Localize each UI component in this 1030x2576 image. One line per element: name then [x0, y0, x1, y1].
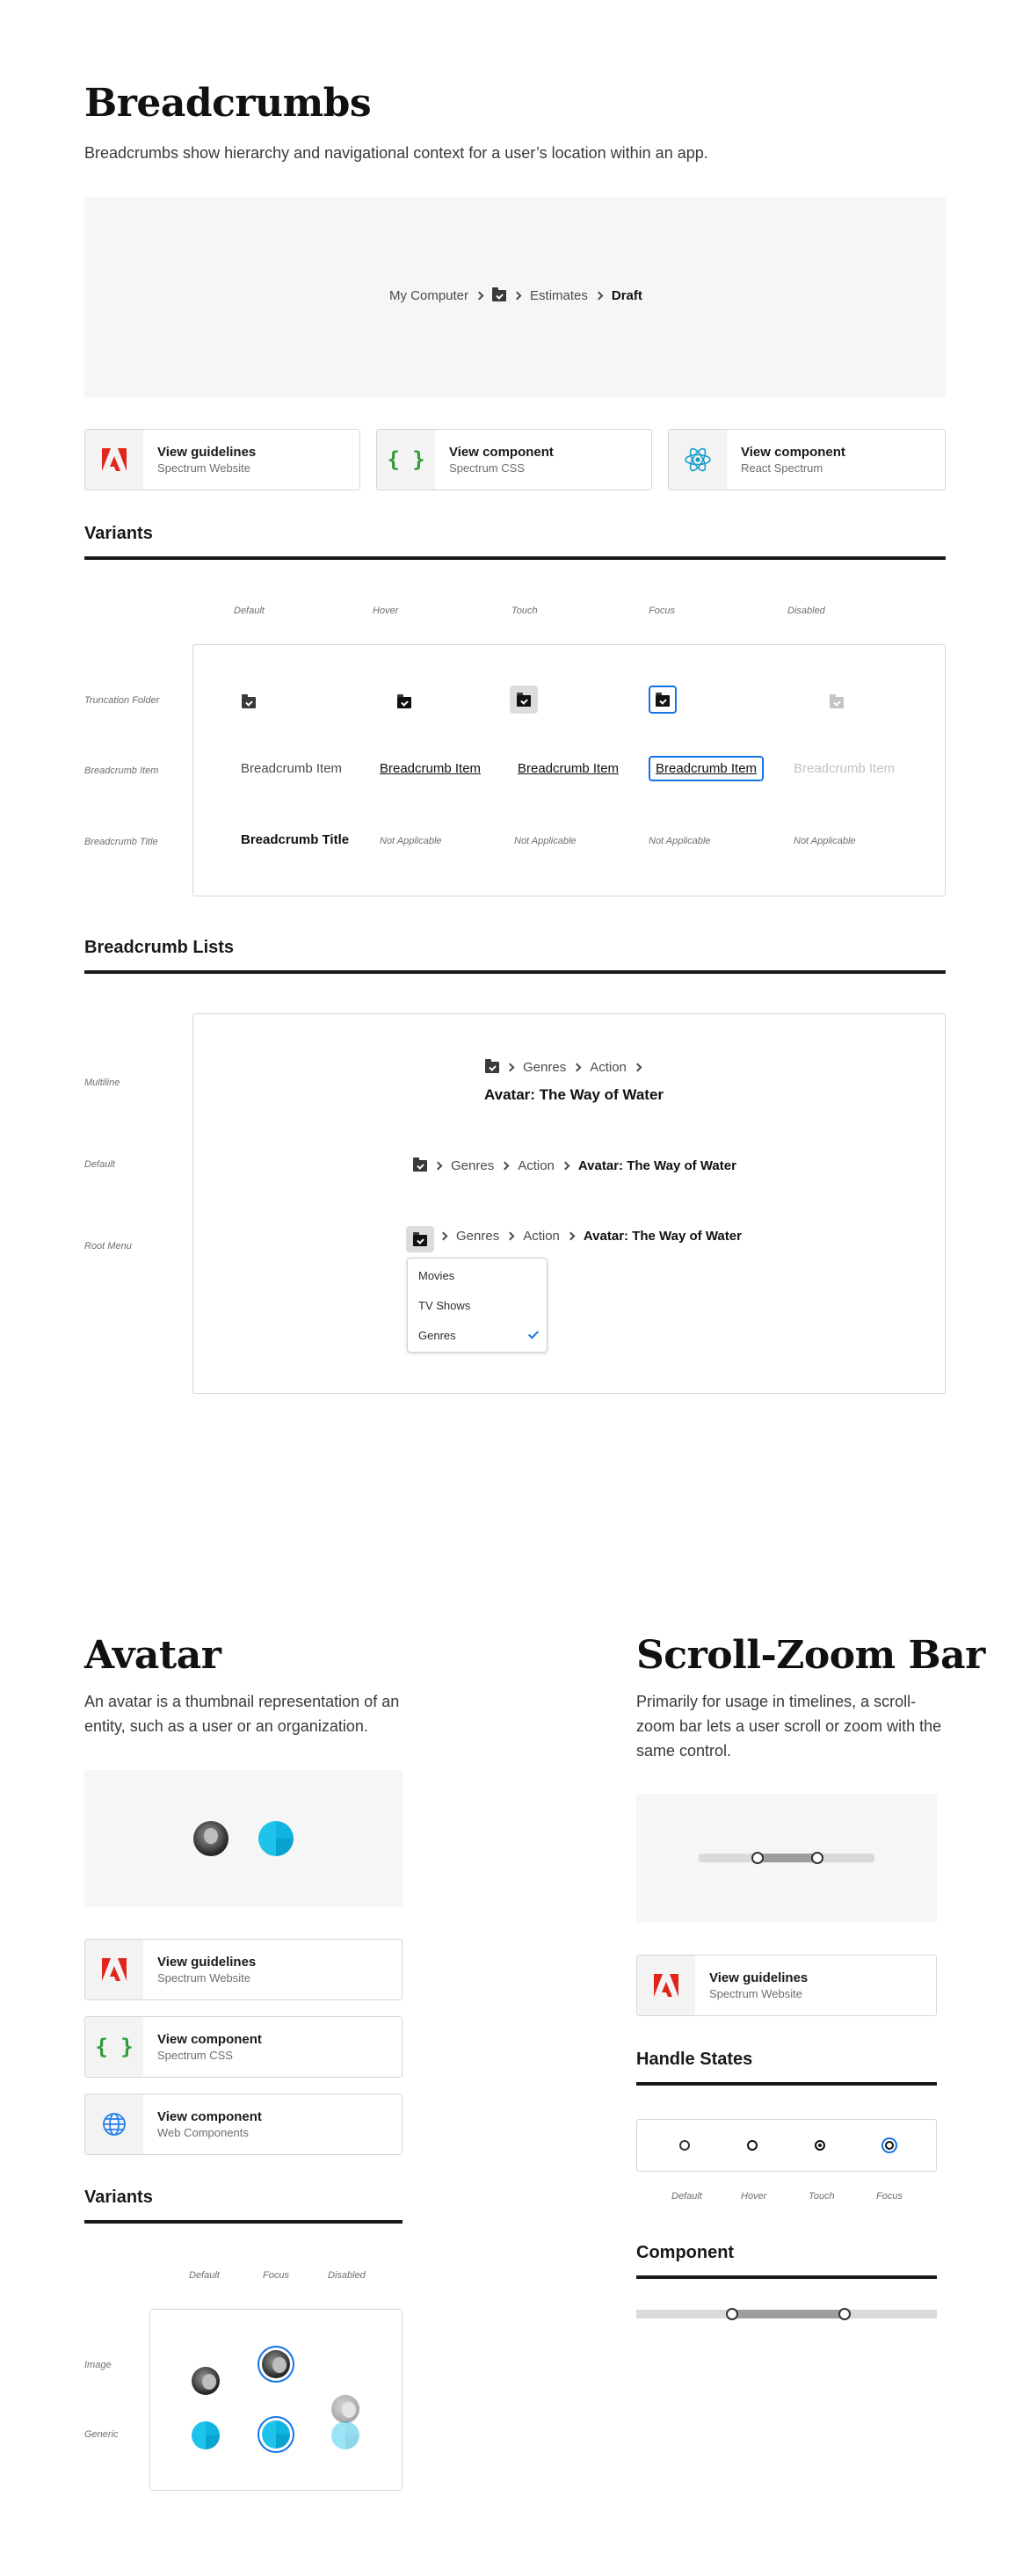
not-applicable: Not Applicable [794, 836, 856, 846]
column-label: Default [234, 606, 265, 616]
divider [84, 2220, 403, 2224]
chevron-right-icon [501, 1162, 510, 1171]
avatar-variants-title: Variants [84, 2188, 153, 2207]
avatar-view-component-css-card[interactable] [84, 2016, 403, 2078]
folder-icon [830, 697, 844, 708]
chevron-right-icon [594, 292, 603, 301]
braces-icon: { } [377, 430, 435, 490]
scroll-zoom-title: Scroll-Zoom Bar [636, 1633, 985, 1678]
avatar-image [193, 1821, 228, 1856]
handle-states-title: Handle States [636, 2050, 753, 2069]
folder-icon[interactable] [492, 290, 506, 301]
card-subtitle: React Spectrum [741, 461, 823, 475]
breadcrumb-item[interactable]: Action [590, 1060, 627, 1075]
column-label: Focus [649, 606, 675, 616]
column-label: Default [189, 2270, 220, 2281]
folder-icon[interactable] [242, 697, 256, 708]
menu-item-label: TV Shows [418, 1298, 471, 1312]
breadcrumb-item-default[interactable]: Breadcrumb Item [241, 761, 343, 776]
root-menu-trigger[interactable] [406, 1226, 434, 1252]
row-label: Breadcrumb Item [84, 766, 159, 776]
folder-focus-state[interactable] [649, 686, 677, 714]
view-component-react-card[interactable] [668, 429, 946, 490]
not-applicable: Not Applicable [380, 836, 442, 846]
folder-icon[interactable] [397, 697, 411, 708]
avatar-variants-panel [149, 2309, 403, 2491]
not-applicable: Not Applicable [514, 836, 577, 846]
scroll-zoom-handle-start[interactable] [751, 1852, 764, 1864]
handle-state-label: Hover [741, 2191, 767, 2202]
folder-icon[interactable] [485, 1062, 499, 1073]
chevron-right-icon [566, 1232, 575, 1241]
handle-focus[interactable] [881, 2137, 897, 2153]
breadcrumb-item[interactable]: Estimates [530, 288, 588, 303]
view-guidelines-card[interactable] [84, 429, 360, 490]
breadcrumb-item-disabled: Breadcrumb Item [794, 761, 896, 776]
breadcrumb-title: Avatar: The Way of Water [484, 1086, 664, 1103]
card-title: View guidelines [709, 1970, 809, 1985]
handle-hover[interactable] [747, 2140, 758, 2151]
card-subtitle: Spectrum CSS [157, 2049, 233, 2062]
card-subtitle: Spectrum Website [709, 1987, 802, 2000]
card-title: View guidelines [157, 445, 257, 460]
divider [636, 2275, 937, 2279]
breadcrumb-current: Avatar: The Way of Water [577, 1158, 736, 1173]
avatar-preview [84, 1770, 403, 1907]
preview-breadcrumb [389, 288, 642, 303]
multiline-breadcrumb [485, 1060, 643, 1075]
view-component-css-card[interactable] [376, 429, 652, 490]
avatar-image-default[interactable] [192, 2367, 220, 2395]
scroll-zoom-preview [636, 1794, 937, 1922]
handle-state-label: Focus [876, 2191, 903, 2202]
breadcrumb-item[interactable]: Genres [456, 1229, 500, 1244]
component-handle-start[interactable] [726, 2308, 738, 2320]
row-label: Image [84, 2360, 112, 2370]
scroll-zoom-handle-end[interactable] [811, 1852, 823, 1864]
not-applicable: Not Applicable [649, 836, 711, 846]
breadcrumb-item-touch[interactable]: Breadcrumb Item [518, 761, 620, 776]
chevron-right-icon [475, 292, 484, 301]
adobe-icon [637, 1956, 695, 2015]
card-title: View component [157, 2109, 262, 2124]
breadcrumb-item-hover[interactable]: Breadcrumb Item [380, 761, 482, 776]
avatar-view-component-web-card[interactable] [84, 2093, 403, 2155]
breadcrumb-item[interactable]: Action [523, 1229, 560, 1244]
root-menu [407, 1258, 548, 1353]
row-label: Breadcrumb Title [84, 837, 158, 847]
divider [84, 970, 946, 974]
chevron-right-icon [573, 1063, 582, 1072]
chevron-right-icon [561, 1162, 569, 1171]
handle-touch[interactable] [815, 2140, 825, 2151]
variants-title: Variants [84, 524, 153, 543]
avatar-view-guidelines-card[interactable] [84, 1939, 403, 2000]
breadcrumb-item-focus[interactable]: Breadcrumb Item [649, 756, 764, 781]
default-breadcrumb [413, 1158, 736, 1173]
avatar-description: An avatar is a thumbnail representation of an entity, such as a user or an organization. [84, 1693, 400, 1735]
component-title: Component [636, 2243, 735, 2262]
globe-icon [85, 2094, 143, 2154]
card-subtitle: Spectrum Website [157, 1971, 250, 1985]
handle-state-label: Default [671, 2191, 702, 2202]
column-label: Disabled [328, 2270, 366, 2281]
breadcrumbs-preview [84, 197, 946, 397]
divider [84, 556, 946, 560]
chevron-right-icon [434, 1162, 443, 1171]
column-label: Disabled [787, 606, 825, 616]
breadcrumb-item[interactable]: Genres [523, 1060, 567, 1075]
breadcrumb-title: Breadcrumb Title [241, 832, 350, 847]
card-title: View guidelines [157, 1955, 257, 1970]
card-subtitle: Spectrum CSS [449, 461, 525, 475]
row-label: Generic [84, 2429, 119, 2440]
breadcrumb-current: Draft [611, 288, 642, 303]
card-subtitle: Spectrum Website [157, 461, 250, 475]
adobe-icon [85, 430, 143, 490]
breadcrumb-item[interactable]: Genres [451, 1158, 495, 1173]
chevron-right-icon [633, 1063, 642, 1072]
breadcrumbs-description: Breadcrumbs show hierarchy and navigational context for a user’s location within an app. [84, 144, 708, 162]
checkmark-icon [528, 1328, 539, 1339]
braces-icon: { } [85, 2017, 143, 2077]
react-icon [669, 430, 727, 490]
chevron-right-icon [513, 292, 522, 301]
card-title: View component [741, 445, 845, 460]
menu-item-label: Genres [418, 1328, 456, 1342]
avatar-generic-default[interactable] [192, 2421, 220, 2449]
row-label: Default [84, 1159, 115, 1170]
row-label: Multiline [84, 1078, 120, 1088]
component-thumb[interactable] [731, 2310, 844, 2318]
menu-item-tv-shows[interactable] [408, 1290, 547, 1320]
chevron-right-icon [506, 1232, 515, 1241]
menu-item-movies[interactable] [408, 1260, 547, 1290]
breadcrumb-current: Avatar: The Way of Water [583, 1229, 742, 1244]
card-subtitle: Web Components [157, 2126, 249, 2139]
avatar-title: Avatar [84, 1633, 221, 1678]
root-menu-breadcrumb [439, 1229, 742, 1244]
chevron-right-icon [439, 1232, 448, 1241]
avatar-generic-focus[interactable] [258, 2416, 294, 2453]
breadcrumb-item[interactable]: Action [518, 1158, 555, 1173]
folder-icon[interactable] [413, 1160, 427, 1172]
scroll-zoom-thumb[interactable] [758, 1854, 817, 1862]
avatar-generic [258, 1821, 294, 1856]
breadcrumbs-title: Breadcrumbs [84, 81, 372, 126]
handle-state-label: Touch [809, 2191, 835, 2202]
breadcrumb-item[interactable]: My Computer [389, 288, 469, 303]
handle-states-panel [636, 2119, 937, 2172]
adobe-icon [85, 1940, 143, 1999]
card-title: View component [449, 445, 554, 460]
row-label: Truncation Folder [84, 695, 160, 706]
menu-item-genres[interactable] [408, 1320, 547, 1350]
avatar-image-disabled [331, 2395, 359, 2423]
column-label: Hover [373, 606, 399, 616]
chevron-right-icon [506, 1063, 515, 1072]
folder-touch-state[interactable] [510, 686, 538, 714]
column-label: Focus [263, 2270, 289, 2281]
card-title: View component [157, 2032, 262, 2047]
scroll-zoom-view-guidelines-card[interactable] [636, 1955, 937, 2016]
column-label: Touch [511, 606, 538, 616]
scroll-zoom-description: Primarily for usage in timelines, a scroll-zoom bar lets a user scroll or zoom with the same control. [636, 1693, 942, 1760]
divider [636, 2082, 937, 2086]
avatar-image-focus[interactable] [258, 2346, 294, 2383]
avatar-generic-disabled [331, 2421, 359, 2449]
component-handle-end[interactable] [838, 2308, 851, 2320]
handle-default[interactable] [679, 2140, 690, 2151]
breadcrumb-lists-title: Breadcrumb Lists [84, 938, 235, 957]
row-label: Root Menu [84, 1241, 132, 1252]
menu-item-label: Movies [418, 1268, 455, 1282]
